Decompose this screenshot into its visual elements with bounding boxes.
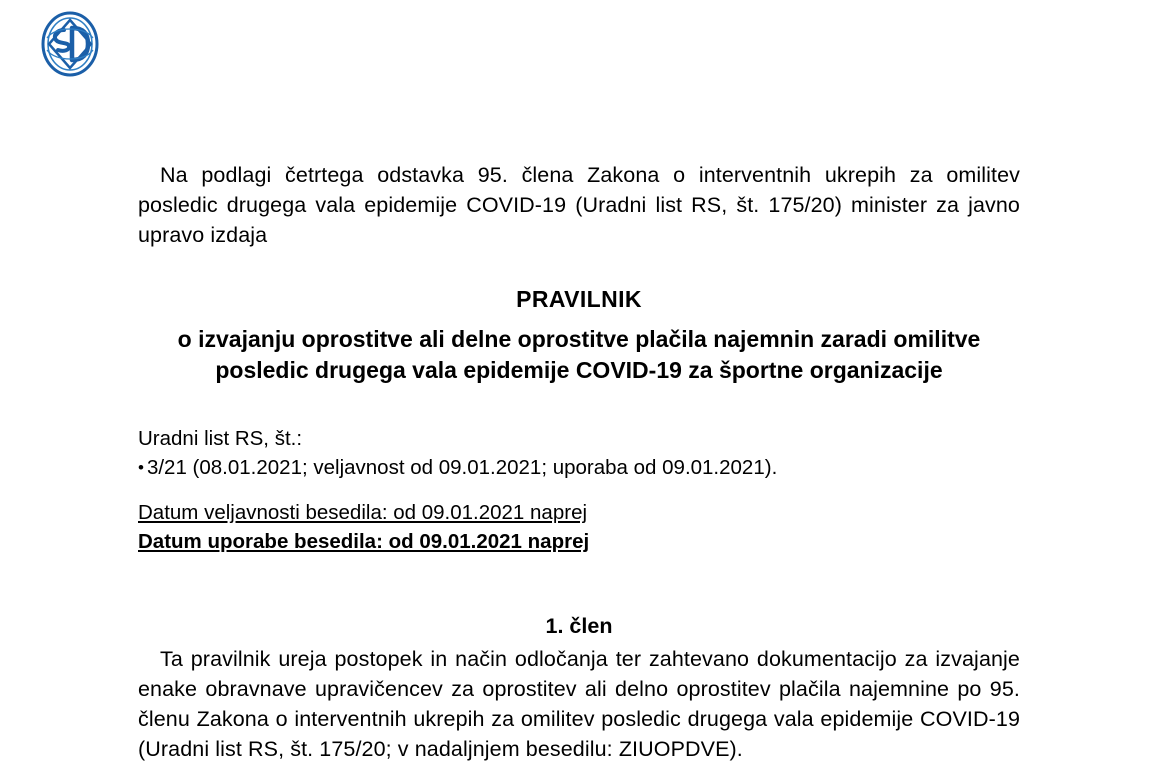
intro-paragraph: Na podlagi četrtega odstavka 95. člena Zakona o interventnih ukrepih za omilitev posledic drugega vala epidemije COVID-19 (Uradni list RS, št. 175/20) minister za javno upravo izdaja	[138, 163, 1020, 247]
bullet-icon: •	[138, 458, 144, 477]
page-subtitle: o izvajanju oprostitve ali delne oprostitve plačila najemnin zaradi omilitve posledic drugega vala epidemije COVID-19 za športne organizacije	[177, 326, 981, 383]
gazette-block	[138, 424, 1020, 482]
article-paragraph: Ta pravilnik ureja postopek in način odločanja ter zahtevano dokumentacijo za izvajanje enake obravnave upravičencev za oprostitev ali delno oprostitev plačila najemnine po 95. členu Zakona o interventnih ukrepih za omilitev posledic drugega vala epidemije COVID-19 (Uradni list RS, št. 175/20; v nadaljnjem besedilu: ZIUOPDVE).	[138, 647, 1020, 761]
document-content	[138, 160, 1020, 764]
usage-date-line: Datum uporabe besedila: od 09.01.2021 naprej	[138, 530, 590, 553]
page-title: PRAVILNIK	[516, 286, 642, 312]
gazette-label: Uradni list RS, št.:	[138, 427, 303, 450]
dates-block	[138, 498, 1020, 556]
gazette-entry-row	[138, 453, 1020, 482]
validity-date-line: Datum veljavnosti besedila: od 09.01.2021 naprej	[138, 501, 588, 524]
gazette-entry: 3/21 (08.01.2021; veljavnost od 09.01.2021; uporaba od 09.01.2021).	[146, 456, 778, 479]
article-heading: 1. člen	[545, 614, 613, 638]
title-block	[138, 284, 1020, 386]
emblem-logo	[28, 8, 112, 80]
